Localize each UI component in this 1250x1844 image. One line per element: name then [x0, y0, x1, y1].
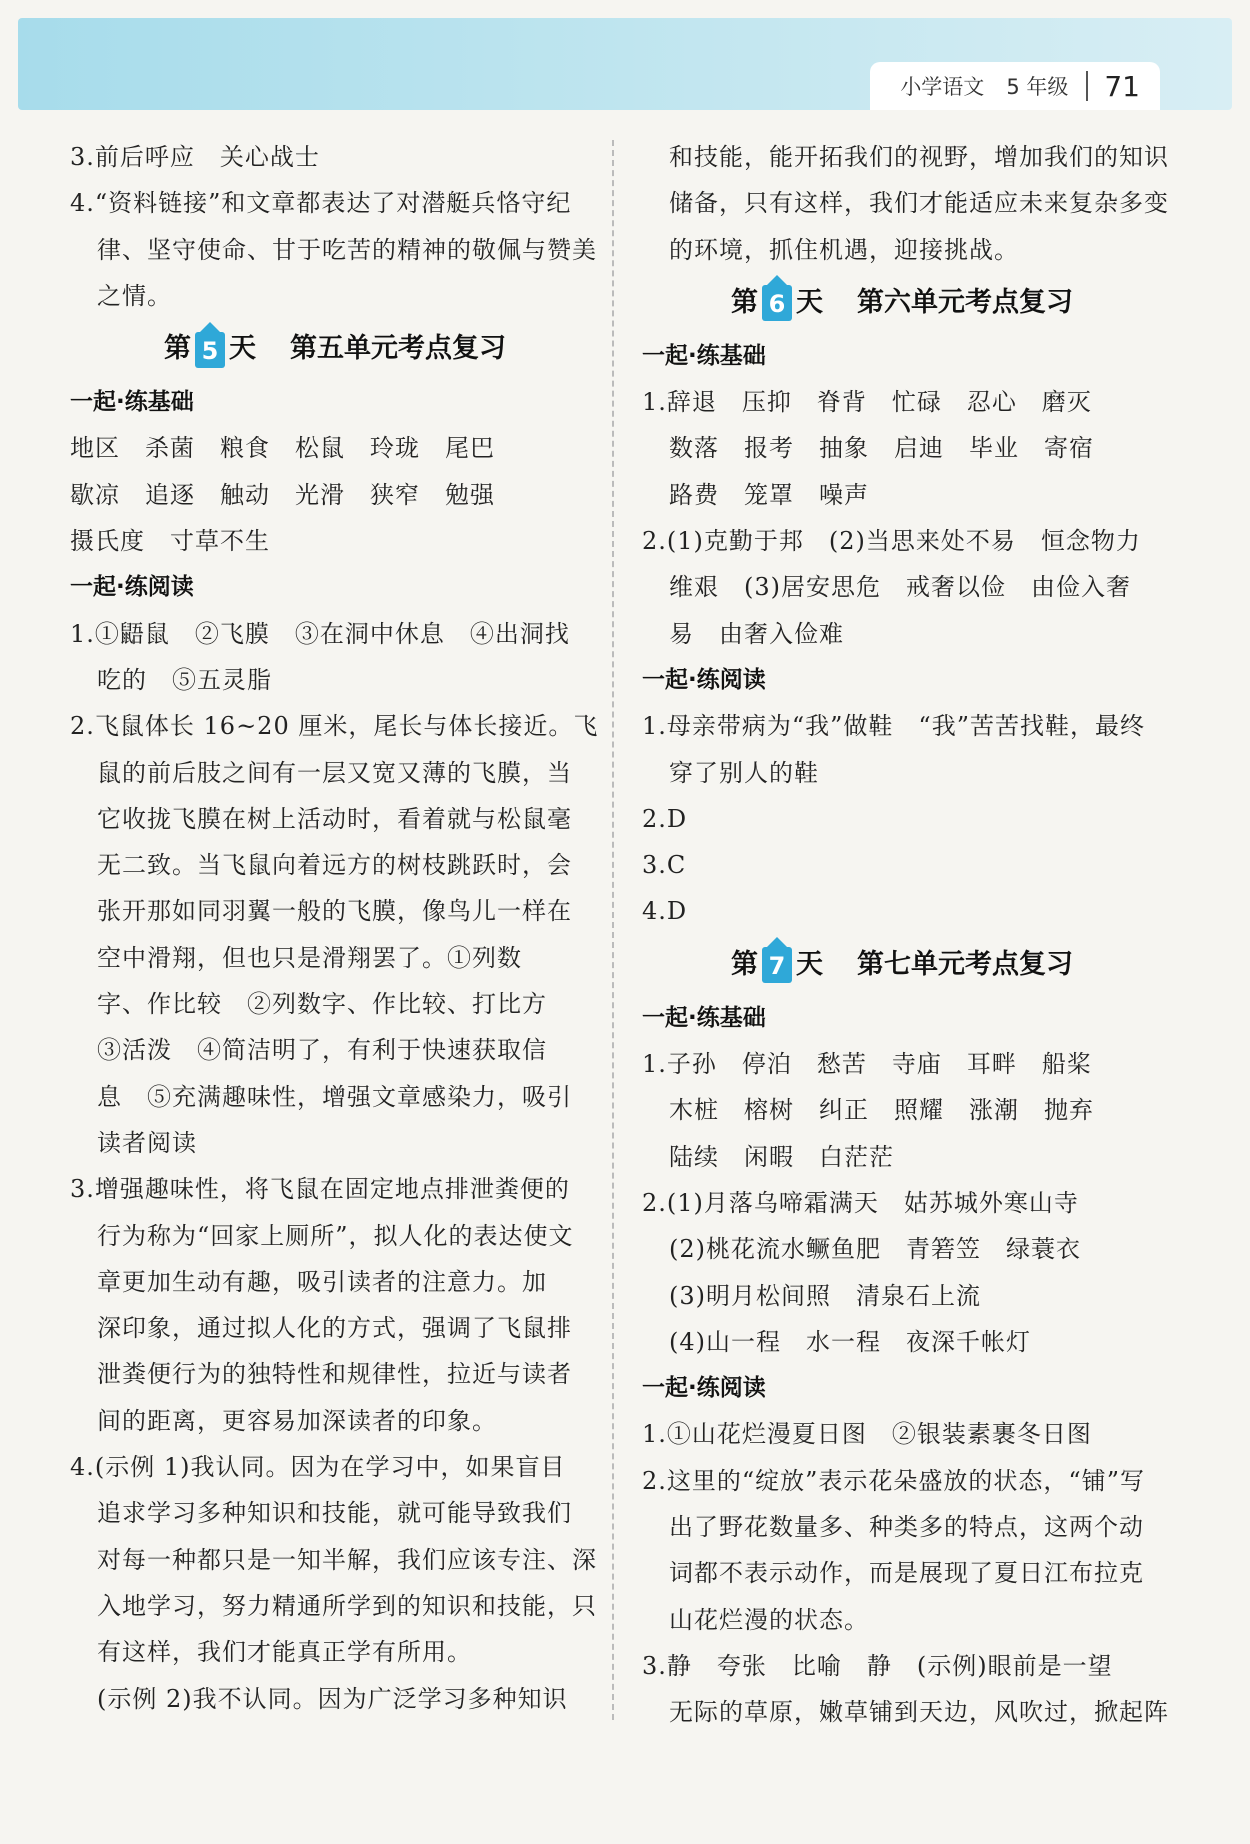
day-title: 第六单元考点复习 [857, 286, 1073, 318]
answer-line: 无际的草原，嫩草铺到天边，风吹过，掀起阵 [669, 1698, 1169, 1727]
answer-line: 之情。 [97, 281, 172, 310]
answer-line: 追求学习多种知识和技能，就可能导致我们 [97, 1499, 572, 1528]
grade-label: 5 年级 [1006, 75, 1069, 99]
day-number-badge: 7 [762, 947, 792, 983]
answer-line: (3)明月松间照 清泉石上流 [669, 1281, 981, 1310]
day-suffix: 天 [796, 948, 823, 980]
answer-line: 行为称为“回家上厕所”，拟人化的表达使文 [97, 1221, 574, 1250]
answer-line: 3.增强趣味性，将飞鼠在固定地点排泄粪便的 [70, 1175, 570, 1204]
answer-line: 深印象，通过拟人化的方式，强调了飞鼠排 [97, 1314, 572, 1343]
subject-label: 小学语文 [900, 75, 985, 99]
answer-line: 1.辞退 压抑 脊背 忙碌 忍心 磨灭 [642, 388, 1092, 417]
answer-line: 2.飞鼠体长 16~20 厘米，尾长与体长接近。飞 [70, 712, 599, 741]
answer-line: 山花烂漫的状态。 [669, 1605, 869, 1634]
day-title: 第七单元考点复习 [857, 948, 1073, 980]
answer-line: 1.子孙 停泊 愁苦 寺庙 耳畔 船桨 [642, 1050, 1092, 1079]
answer-line: 4.“资料链接”和文章都表达了对潜艇兵恪守纪 [70, 189, 572, 218]
column-divider [612, 140, 614, 1720]
answer-line: 无二致。当飞鼠向着远方的树枝跳跃时，会 [97, 851, 572, 880]
answer-line: 泄粪便行为的独特性和规律性，拉近与读者 [97, 1360, 572, 1389]
day-number-badge: 6 [762, 285, 792, 321]
answer-line: 读者阅读 [97, 1128, 197, 1157]
page-number: 71 [1104, 69, 1140, 103]
answer-line: 吃的 ⑤五灵脂 [97, 665, 272, 694]
answer-line: 4.(示例 1)我认同。因为在学习中，如果盲目 [70, 1453, 566, 1482]
answer-line: 储备，只有这样，我们才能适应未来复杂多变 [669, 189, 1169, 218]
answer-line: 出了野花数量多、种类多的特点，这两个动 [669, 1513, 1144, 1542]
answer-line: 2.(1)月落乌啼霜满天 姑苏城外寒山寺 [642, 1188, 1079, 1217]
answer-line: 4.D [642, 897, 688, 926]
section-heading-reading: 一起·练阅读 [642, 1375, 766, 1402]
day-5-heading [70, 319, 600, 379]
answer-line: 陆续 闲暇 白茫茫 [669, 1142, 894, 1171]
answer-line: 木桩 榕树 纠正 照耀 涨潮 抛弃 [669, 1096, 1094, 1125]
answer-line: 对每一种都只是一知半解，我们应该专注、深 [97, 1545, 597, 1574]
section-heading-basics: 一起·练基础 [642, 342, 766, 369]
answer-line: 词都不表示动作，而是展现了夏日江布拉克 [669, 1559, 1144, 1588]
answer-line: (4)山一程 水一程 夜深千帐灯 [669, 1327, 1031, 1356]
answer-line: 律、坚守使命、甘于吃苦的精神的敬佩与赞美 [97, 235, 597, 264]
answer-line: 空中滑翔，但也只是滑翔罢了。①列数 [97, 943, 522, 972]
answer-line: 1.母亲带病为“我”做鞋 “我”苦苦找鞋，最终 [642, 712, 1145, 741]
answer-line: 2.(1)克勤于邦 (2)当思来处不易 恒念物力 [642, 527, 1141, 556]
answer-line: 间的距离，更容易加深读者的印象。 [97, 1406, 497, 1435]
answer-line: 息 ⑤充满趣味性，增强文章感染力，吸引 [97, 1082, 572, 1111]
answer-line: 它收拢飞膜在树上活动时，看着就与松鼠毫 [97, 804, 572, 833]
day-prefix: 第 [731, 948, 758, 980]
answer-line: 摄氏度 寸草不生 [70, 527, 270, 556]
day-prefix: 第 [731, 286, 758, 318]
answer-line: 路费 笼罩 噪声 [669, 480, 869, 509]
section-heading-reading: 一起·练阅读 [70, 574, 194, 601]
answer-line: 歇凉 追逐 触动 光滑 狭窄 勉强 [70, 480, 495, 509]
answer-line: 维艰 (3)居安思危 戒奢以俭 由俭入奢 [669, 573, 1131, 602]
answer-line: 张开那如同羽翼一般的飞膜，像鸟儿一样在 [97, 897, 572, 926]
answer-line: 地区 杀菌 粮食 松鼠 玲珑 尾巴 [70, 434, 495, 463]
answer-line: 有这样，我们才能真正学有所用。 [97, 1638, 472, 1667]
day-suffix: 天 [796, 286, 823, 318]
answer-line: 易 由奢入俭难 [669, 619, 844, 648]
answer-line: 鼠的前后肢之间有一层又宽又薄的飞膜，当 [97, 758, 572, 787]
left-column [70, 134, 600, 1722]
header-separator [1086, 71, 1088, 101]
day-suffix: 天 [229, 333, 256, 365]
day-7-heading [642, 935, 1162, 995]
answer-line: 和技能，能开拓我们的视野，增加我们的知识 [669, 143, 1169, 171]
answer-line: 2.D [642, 804, 688, 833]
page-header-tab [870, 62, 1160, 110]
answer-line: 1.①鼯鼠 ②飞膜 ③在洞中休息 ④出洞找 [70, 619, 570, 648]
answer-line: (2)桃花流水鳜鱼肥 青箬笠 绿蓑衣 [669, 1235, 1081, 1264]
day-number-badge: 5 [195, 332, 225, 368]
answer-line: 章更加生动有趣，吸引读者的注意力。加 [97, 1267, 547, 1296]
answer-line: ③活泼 ④简洁明了，有利于快速获取信 [97, 1036, 547, 1065]
right-column [642, 134, 1169, 1736]
answer-line: 3.静 夸张 比喻 静 (示例)眼前是一望 [642, 1651, 1113, 1680]
answer-line: (示例 2)我不认同。因为广泛学习多种知识 [97, 1684, 568, 1713]
answer-line: 穿了别人的鞋 [669, 758, 819, 787]
section-heading-basics: 一起·练基础 [70, 389, 194, 416]
answer-line: 字、作比较 ②列数字、作比较、打比方 [97, 990, 547, 1019]
section-heading-reading: 一起·练阅读 [642, 666, 766, 693]
answer-line: 2.这里的“绽放”表示花朵盛放的状态，“铺”写 [642, 1466, 1145, 1495]
day-6-heading [642, 273, 1162, 333]
day-prefix: 第 [164, 333, 191, 365]
answer-line: 的环境，抓住机遇，迎接挑战。 [669, 235, 1019, 264]
answer-line: 入地学习，努力精通所学到的知识和技能，只 [97, 1591, 597, 1620]
answer-line: 3.前后呼应 关心战士 [70, 143, 320, 171]
answer-line: 1.①山花烂漫夏日图 ②银装素裹冬日图 [642, 1420, 1092, 1449]
answer-line: 数落 报考 抽象 启迪 毕业 寄宿 [669, 434, 1094, 463]
section-heading-basics: 一起·练基础 [642, 1004, 766, 1031]
day-title: 第五单元考点复习 [290, 333, 506, 365]
answer-line: 3.C [642, 851, 687, 880]
